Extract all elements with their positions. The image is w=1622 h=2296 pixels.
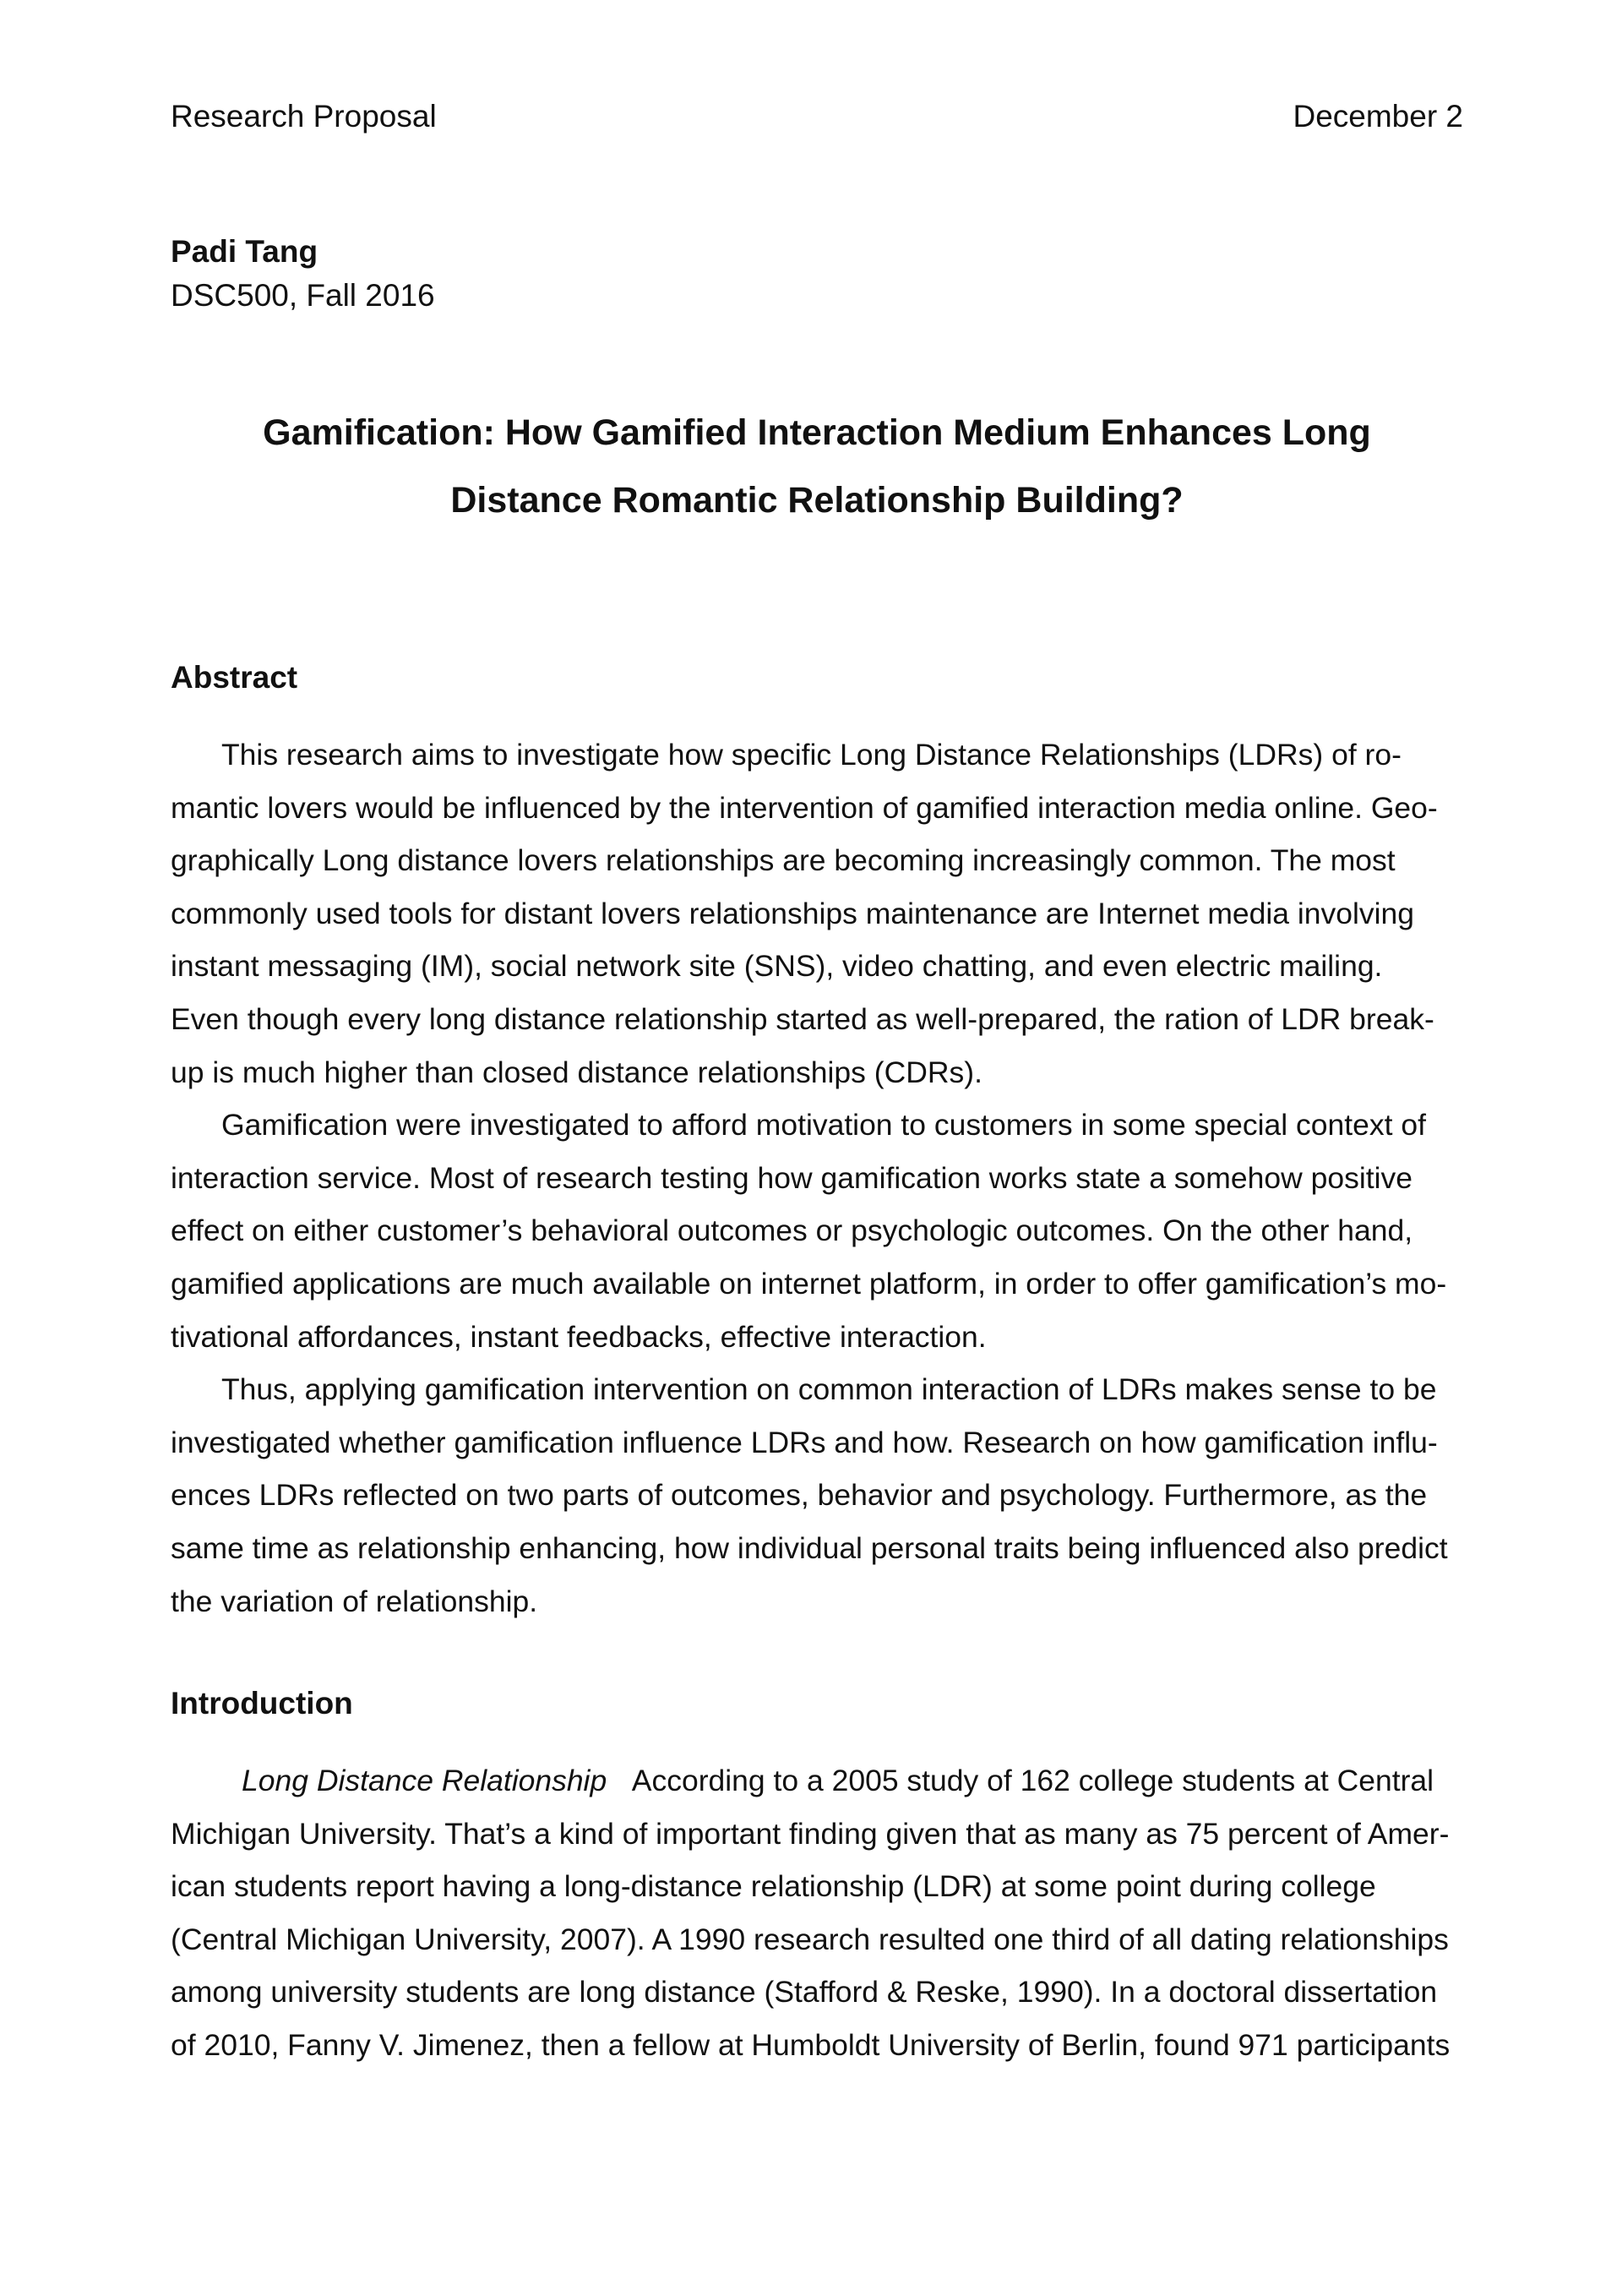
author-block: [171, 230, 435, 318]
introduction-line: ican students report having a long-distance relationship (LDR) at some point during college: [171, 1869, 1376, 1904]
abstract-line: up is much higher than closed distance relationships (CDRs).: [171, 1055, 982, 1089]
abstract-heading: Abstract: [171, 660, 298, 695]
abstract-line: investigated whether gamification influence LDRs and how. Research on how gamification influ-: [171, 1425, 1438, 1459]
abstract-line: commonly used tools for distant lovers relationships maintenance are Internet media involving: [171, 896, 1415, 930]
abstract-line: Even though every long distance relationship started as well-prepared, the ration of LDR break-: [171, 1001, 1434, 1036]
introduction-first-line: [171, 1754, 1461, 1808]
introduction-body: [171, 1754, 1461, 2072]
abstract-line: graphically Long distance lovers relationships are becoming increasingly common. The most: [171, 843, 1396, 878]
paper-title: [171, 399, 1463, 534]
abstract-line: ences LDRs reflected on two parts of outcomes, behavior and psychology. Furthermore, as the: [171, 1478, 1428, 1513]
introduction-line: among university students are long distance (Stafford & Reske, 1990). In a doctoral dissertation: [171, 1975, 1438, 2010]
abstract-line: This research aims to investigate how specific Long Distance Relationships (LDRs) of ro-: [221, 738, 1402, 772]
title-line-1: Gamification: How Gamified Interaction Medium Enhances Long: [263, 412, 1371, 453]
header-date: December 2: [1293, 99, 1463, 134]
introduction-heading: Introduction: [171, 1686, 353, 1721]
abstract-body: [171, 728, 1461, 1628]
abstract-line: effect on either customer’s behavioral outcomes or psychologic outcomes. On the other hand,: [171, 1213, 1413, 1248]
course-info: DSC500, Fall 2016: [171, 278, 435, 313]
introduction-line: of 2010, Fanny V. Jimenez, then a fellow at Humboldt University of Berlin, found 971 participants: [171, 2027, 1451, 2062]
introduction-line: Michigan University. That’s a kind of important finding given that as many as 75 percent of Amer-: [171, 1816, 1450, 1851]
introduction-line: According to a 2005 study of 162 college students at Central: [631, 1764, 1434, 1797]
abstract-line: interaction service. Most of research testing how gamification works state a somehow positive: [171, 1160, 1412, 1195]
abstract-line: Thus, applying gamification intervention on common interaction of LDRs makes sense to be: [221, 1372, 1437, 1407]
abstract-line: instant messaging (IM), social network site (SNS), video chatting, and even electric mailing.: [171, 949, 1383, 984]
subsection-title: Long Distance Relationship: [242, 1764, 607, 1797]
abstract-line: tivational affordances, instant feedbacks, effective interaction.: [171, 1319, 987, 1354]
introduction-line: (Central Michigan University, 2007). A 1990 research resulted one third of all dating relationships: [171, 1922, 1449, 1956]
abstract-line: the variation of relationship.: [171, 1584, 538, 1618]
abstract-line: mantic lovers would be influenced by the intervention of gamified interaction media online. Geo-: [171, 790, 1438, 825]
abstract-line: Gamification were investigated to afford motivation to customers in some special context of: [221, 1108, 1426, 1143]
abstract-line: same time as relationship enhancing, how individual personal traits being influenced also predict: [171, 1530, 1448, 1565]
abstract-line: gamified applications are much available on internet platform, in order to offer gamification’s mo-: [171, 1266, 1447, 1301]
author-name: Padi Tang: [171, 234, 318, 269]
title-line-2: Distance Romantic Relationship Building?: [450, 480, 1184, 521]
page-header: [171, 95, 1463, 139]
header-left: Research Proposal: [171, 99, 437, 134]
